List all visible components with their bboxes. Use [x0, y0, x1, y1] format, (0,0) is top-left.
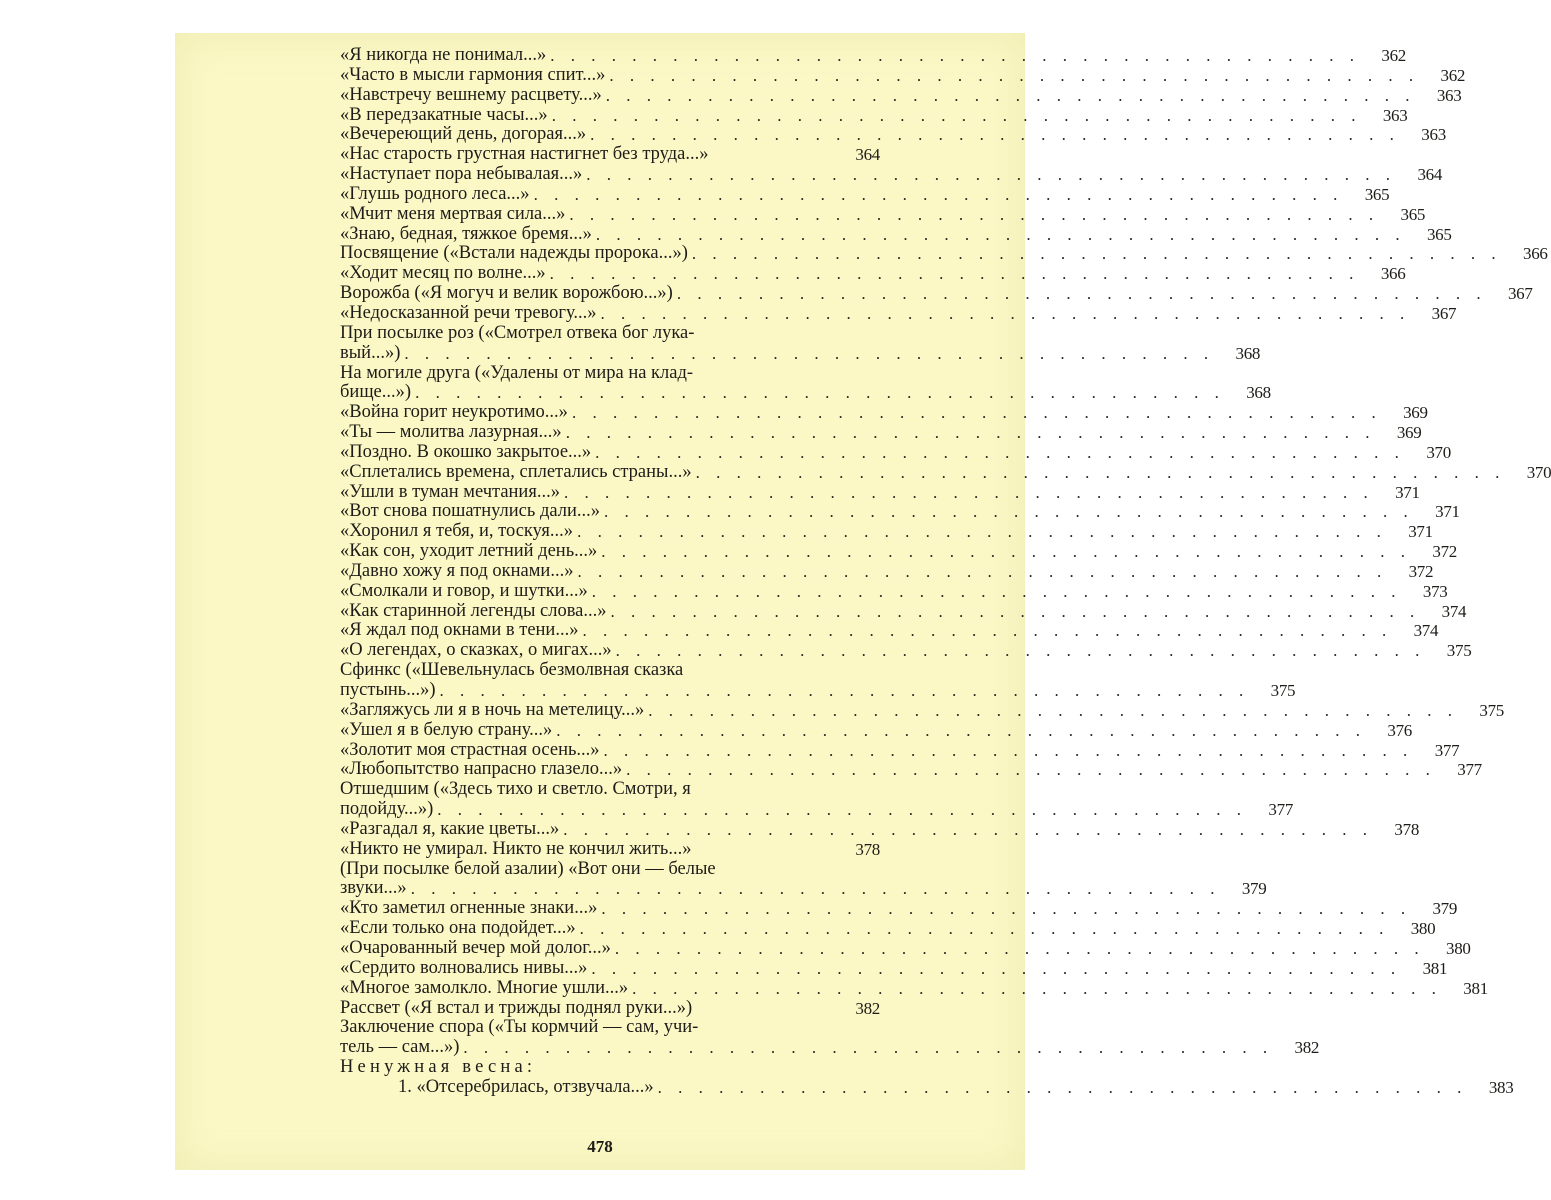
toc-entry	[340, 661, 880, 681]
toc-entry	[340, 620, 1439, 641]
toc-entry-page: 365	[1400, 204, 1426, 224]
leader-dots: . . . . . . . . . . . . . . . . . . . . . . . . . . . . . . . . . . . . . . . .	[691, 244, 1502, 264]
toc-entry	[340, 580, 1448, 602]
toc-entry	[340, 878, 1267, 899]
toc-entry-title: (При посылке белой азалии) «Вот они — белые	[340, 858, 716, 879]
leader-dots: . . . . . . . . . . . . . . . . . . . . . . . . . . . . . . . . . . . . . . . .	[648, 700, 1458, 720]
toc-entry-title: «Сердито волновались нивы...»	[340, 957, 588, 978]
leader-dots: . . . . . . . . . . . . . . . . . . . . . . . . . . . . . . . . . . . . . . . .	[556, 720, 1366, 740]
leader-dots: . . . . . . . . . . . . . . . . . . . . . . . . . . . . . . . . . . . . . . . .	[565, 423, 1376, 443]
toc-entry-page: 378	[1394, 819, 1420, 839]
toc-entry	[340, 302, 1457, 324]
toc-entry-page: 371	[1408, 522, 1433, 542]
leader-dots: . . . . . . . . . . . . . . . . . . . . . . . . . . . . . . . . . . . . . . . .	[415, 383, 1225, 403]
toc-entry-title: «Глушь родного леса...»	[340, 183, 530, 204]
toc-entry-title: «Любопытство напрасно глазело...»	[340, 759, 623, 780]
toc-entry-title: «Война горит неукротимо...»	[340, 402, 568, 423]
toc-entry	[340, 1037, 1320, 1058]
leader-dots: . . . . . . . . . . . . . . . . . . . . . . . . . . . . . . . . . . . . . . . .	[591, 581, 1402, 601]
leader-dots: . . . . . . . . . . . . . . . . . . . . . . . . . . . . . . . . . . . . . . . .	[601, 899, 1412, 919]
toc-entry-title: «Загляжусь ли я в ночь на метелицу...»	[340, 699, 645, 720]
toc-entry-title: Сфинкс («Шевельнулась безмолвная сказка	[340, 660, 684, 681]
toc-entry-page: 374	[1413, 621, 1439, 641]
toc-entry	[340, 541, 1458, 562]
toc-entry-page: 364	[855, 145, 880, 165]
leader-dots: . . . . . . . . . . . . . . . . . . . . . . . . . . . . . . . . . . . . . . . .	[439, 681, 1250, 700]
toc-entry	[340, 780, 880, 800]
page-number: 478	[587, 1137, 613, 1156]
toc-entry	[340, 461, 1551, 483]
leader-dots: . . . . . . . . . . . . . . . . . . . . . . . . . . . . . . . . . . . . . . . .	[603, 740, 1414, 760]
toc-entry-page: 381	[1422, 958, 1448, 978]
toc-entry-title: «Я никогда не понимал...»	[340, 45, 547, 65]
toc-entry-page: 363	[1421, 125, 1446, 145]
toc-entry	[340, 104, 1408, 126]
toc-entry-title: «Давно хожу я под окнами...»	[340, 560, 574, 581]
toc-entry-title: «Ушел я в белую страну...»	[340, 719, 553, 740]
toc-entry	[340, 183, 1390, 205]
toc-entry-title: «Нас старость грустная настигнет без труда...»	[340, 144, 709, 165]
toc-entry-page: 377	[1268, 800, 1294, 820]
leader-dots: . . . . . . . . . . . . . . . . . . . . . . . . . . . . . . . . . . . . . . . .	[563, 819, 1374, 839]
toc-entry-page: 373	[1422, 581, 1448, 601]
toc-entry-title: пустынь...»)	[340, 680, 436, 700]
toc-entry-page: 367	[1431, 303, 1457, 323]
toc-entry-title: «Ушли в туман мечтания...»	[340, 481, 560, 502]
toc-entry-page: 371	[1395, 482, 1420, 502]
toc-entry-page: 364	[1417, 165, 1443, 185]
toc-entry-title: «Сплетались времена, сплетались страны...»	[340, 461, 692, 482]
toc-entry-page: 368	[1246, 383, 1271, 403]
leader-dots: . . . . . . . . . . . . . . . . . . . . . . . . . . . . . . . . . . . . . . . .	[595, 442, 1405, 462]
leader-dots: . . . . . . . . . . . . . . . . . . . . . . . . . . . . . . . . . . . . . . . .	[410, 879, 1221, 899]
toc-entry	[340, 818, 1420, 840]
toc-entry	[340, 957, 1448, 979]
leader-dots: . . . . . . . . . . . . . . . . . . . . . . . . . . . . . . . . . . . . . . . .	[549, 264, 1360, 284]
toc-entry	[340, 1076, 1514, 1098]
toc-entry-title: звуки...»	[340, 878, 407, 899]
table-of-contents	[340, 45, 1551, 1098]
toc-entry	[340, 898, 1458, 919]
toc-entry-page: 365	[1364, 184, 1390, 204]
toc-entry	[340, 918, 1436, 939]
leader-dots: . . . . . . . . . . . . . . . . . . . . . . . . . . . . . . . . . . . . . . . .	[626, 760, 1436, 780]
leader-dots: . . . . . . . . . . . . . . . . . . . . . . . . . . . . . . . . . . . . . . . .	[610, 601, 1421, 621]
toc-entry-title: подойду...»)	[340, 799, 434, 820]
toc-entry	[340, 243, 1548, 264]
leader-dots: . . . . . . . . . . . . . . . . . . . . . . . . . . . . . . . . . . . . . . . .	[632, 978, 1442, 998]
toc-entry	[340, 402, 1428, 423]
toc-entry	[340, 719, 1412, 741]
toc-entry-title: Ненужная весна:	[340, 1057, 537, 1078]
toc-entry-title: Заключение спора («Ты кормчий — сам, учи-	[340, 1017, 699, 1038]
toc-entry-page: 363	[1436, 85, 1462, 105]
leader-dots: . . . . . . . . . . . . . . . . . . . . . . . . . . . . . . . . . . . . . . . .	[577, 522, 1387, 542]
toc-entry	[340, 203, 1426, 225]
toc-entry-title: Отшедшим («Здесь тихо и светло. Смотри, я	[340, 779, 691, 800]
toc-entry-title: «Разгадал я, какие цветы...»	[340, 818, 560, 839]
toc-entry-title: Рассвет («Я встал и трижды поднял руки...»)	[340, 997, 693, 1018]
toc-entry-page: 370	[1526, 462, 1551, 482]
toc-entry-page: 376	[1387, 720, 1412, 740]
toc-entry-title: «О легендах, о сказках, о мигах...»	[340, 640, 612, 661]
leader-dots: . . . . . . . . . . . . . . . . . . . . . . . . . . . . . . . . . . . . . . . .	[695, 462, 1506, 482]
toc-entry-title: «В передзакатные часы...»	[340, 104, 548, 125]
toc-entry-title: «Как сон, уходит летний день...»	[340, 541, 598, 562]
toc-entry-title: бище...»)	[340, 382, 412, 403]
toc-entry-title: Посвящение («Встали надежды пророка...»)	[340, 243, 688, 264]
leader-dots: . . . . . . . . . . . . . . . . . . . . . . . . . . . . . . . . . . . . . . . .	[676, 284, 1487, 304]
toc-entry-page: 375	[1446, 641, 1472, 661]
toc-entry-title: На могиле друга («Удалены от мира на клад-	[340, 362, 694, 383]
leader-dots: . . . . . . . . . . . . . . . . . . . . . . . . . . . . . . . . . . . . . . . .	[437, 800, 1248, 820]
toc-entry-title: «Наступает пора небывалая...»	[340, 164, 583, 185]
leader-dots: . . . . . . . . . . . . . . . . . . . . . . . . . . . . . . . . . . . . . . . .	[571, 403, 1382, 423]
toc-entry	[340, 977, 1488, 999]
toc-entry-title: 1. «Отсеребрилась, отзвучала...»	[398, 1076, 654, 1097]
toc-entry	[340, 124, 1446, 145]
leader-dots: . . . . . . . . . . . . . . . . . . . . . . . . . . . . . . . . . . . . . . . .	[614, 938, 1425, 958]
toc-entry	[340, 441, 1451, 463]
toc-entry	[340, 342, 1261, 364]
toc-entry-page: 383	[1488, 1077, 1514, 1097]
toc-entry	[340, 860, 880, 880]
toc-entry-title: «Я ждал под окнами в тени...»	[340, 620, 579, 641]
toc-entry-page: 382	[1294, 1038, 1320, 1058]
toc-entry-page: 370	[1426, 442, 1451, 462]
toc-entry	[340, 164, 1443, 185]
toc-entry-page: 379	[1432, 899, 1458, 919]
toc-entry	[340, 640, 1472, 661]
toc-entry	[340, 560, 1434, 582]
toc-entry-page: 380	[1410, 919, 1436, 939]
toc-entry-page: 371	[1435, 502, 1460, 522]
leader-dots: . . . . . . . . . . . . . . . . . . . . . . . . . . . . . . . . . . . . . . . .	[582, 621, 1393, 641]
toc-entry	[340, 600, 1467, 622]
toc-entry	[340, 283, 1533, 304]
toc-entry	[340, 324, 880, 344]
toc-entry-page: 369	[1396, 423, 1422, 443]
toc-entry-title: «Золотит моя страстная осень...»	[340, 739, 600, 760]
toc-entry-title: Ворожба («Я могуч и велик ворожбою...»)	[340, 283, 673, 304]
toc-entry-page: 365	[1426, 224, 1452, 244]
toc-entry	[340, 64, 1466, 86]
toc-entry	[340, 84, 1462, 106]
leader-dots: . . . . . . . . . . . . . . . . . . . . . . . . . . . . . . . . . . . . . . . .	[657, 1077, 1468, 1097]
toc-entry-title: тель — сам...»)	[340, 1037, 460, 1058]
toc-entry	[340, 501, 1460, 522]
toc-entry	[340, 799, 1294, 820]
toc-entry	[340, 382, 1271, 403]
toc-entry-title: «Знаю, бедная, тяжкое бремя...»	[340, 223, 592, 244]
toc-entry-page: 369	[1403, 403, 1428, 423]
toc-entry-page: 367	[1507, 284, 1533, 304]
toc-entry-page: 375	[1270, 681, 1296, 700]
leader-dots: . . . . . . . . . . . . . . . . . . . . . . . . . . . . . . . . . . . . . . . .	[590, 125, 1400, 145]
toc-entry	[340, 680, 1296, 701]
leader-dots: . . . . . . . . . . . . . . . . . . . . . . . . . . . . . . . . . . . . . . . .	[605, 85, 1416, 105]
toc-entry-title: «Хоронил я тебя, и, тоскуя...»	[340, 521, 574, 542]
toc-entry-page: 380	[1446, 938, 1471, 958]
toc-entry-page: 381	[1463, 978, 1488, 998]
toc-entry-title: При посылке роз («Смотрел отвека бог лука-	[340, 322, 695, 343]
toc-entry	[340, 840, 880, 860]
toc-entry	[340, 521, 1433, 542]
toc-entry	[340, 223, 1452, 245]
toc-entry-page: 368	[1235, 343, 1261, 363]
toc-entry-page: 366	[1523, 244, 1548, 264]
toc-entry	[340, 759, 1482, 780]
leader-dots: . . . . . . . . . . . . . . . . . . . . . . . . . . . . . . . . . . . . . . . .	[579, 919, 1390, 939]
toc-entry	[340, 145, 880, 165]
leader-dots: . . . . . . . . . . . . . . . . . . . . . . . . . . . . . . . . . . . . . . . .	[604, 502, 1414, 522]
leader-dots: . . . . . . . . . . . . . . . . . . . . . . . . . . . . . . . . . . . . . . . .	[595, 224, 1406, 244]
leader-dots: . . . . . . . . . . . . . . . . . . . . . . . . . . . . . . . . . . . . . . . .	[404, 343, 1215, 363]
toc-entry-title: «Многое замолкло. Многие ушли...»	[340, 977, 629, 998]
toc-entry	[340, 1018, 880, 1038]
toc-entry-page: 378	[855, 839, 880, 859]
toc-entry-title: «Если только она подойдет...»	[340, 918, 576, 939]
toc-entry	[340, 263, 1406, 284]
toc-entry-title: «Вот снова пошатнулись дали...»	[340, 501, 600, 522]
book-page	[175, 33, 1551, 1170]
toc-entry-page: 362	[1381, 46, 1406, 65]
toc-entry-page: 372	[1408, 561, 1434, 581]
leader-dots: . . . . . . . . . . . . . . . . . . . . . . . . . . . . . . . . . . . . . . . .	[615, 641, 1426, 661]
toc-entry-title: «Смолкали и говор, и шутки...»	[340, 580, 588, 601]
toc-entry	[340, 699, 1504, 721]
toc-entry-title: «Ходит месяц по волне...»	[340, 263, 546, 284]
toc-entry-page: 366	[1380, 264, 1406, 284]
toc-entry-title: «Никто не умирал. Никто не кончил жить...»	[340, 838, 692, 859]
toc-entry-title: вый...»)	[340, 342, 401, 363]
toc-entry-title: «Как старинной легенды слова...»	[340, 600, 607, 621]
toc-entry-title: «Ты — молитва лазурная...»	[340, 422, 562, 443]
toc-entry-title: «Кто заметил огненные знаки...»	[340, 898, 598, 919]
leader-dots: . . . . . . . . . . . . . . . . . . . . . . . . . . . . . . . . . . . . . . . .	[601, 542, 1412, 562]
toc-entry-page: 375	[1479, 700, 1504, 720]
leader-dots: . . . . . . . . . . . . . . . . . . . . . . . . . . . . . . . . . . . . . . . .	[591, 958, 1402, 978]
toc-entry-page: 377	[1434, 740, 1460, 760]
toc-entry-page: 379	[1241, 879, 1267, 899]
toc-entry	[340, 1058, 880, 1078]
leader-dots: . . . . . . . . . . . . . . . . . . . . . . . . . . . . . . . . . . . . . . . .	[609, 65, 1420, 85]
leader-dots: . . . . . . . . . . . . . . . . . . . . . . . . . . . . . . . . . . . . . . . .	[577, 561, 1388, 581]
leader-dots: . . . . . . . . . . . . . . . . . . . . . . . . . . . . . . . . . . . . . . . .	[586, 165, 1397, 185]
leader-dots: . . . . . . . . . . . . . . . . . . . . . . . . . . . . . . . . . . . . . . . .	[600, 303, 1411, 323]
leader-dots: . . . . . . . . . . . . . . . . . . . . . . . . . . . . . . . . . . . . . . . .	[533, 184, 1344, 204]
toc-entry-title: «Недосказанной речи тревогу...»	[340, 302, 597, 323]
toc-entry-title: «Навстречу вешнему расцвету...»	[340, 84, 602, 105]
toc-entry-page: 382	[855, 998, 880, 1018]
toc-entry	[340, 364, 880, 384]
toc-entry	[340, 481, 1420, 503]
toc-entry	[340, 422, 1422, 443]
leader-dots: . . . . . . . . . . . . . . . . . . . . . . . . . . . . . . . . . . . . . . . .	[463, 1038, 1274, 1058]
toc-entry-title: «Мчит меня мертвая сила...»	[340, 203, 566, 224]
toc-entry	[340, 739, 1460, 761]
toc-entry	[340, 937, 1471, 959]
toc-entry-page: 374	[1441, 601, 1467, 621]
toc-entry-page: 377	[1457, 760, 1482, 780]
leader-dots: . . . . . . . . . . . . . . . . . . . . . . . . . . . . . . . . . . . . . . . .	[551, 105, 1362, 125]
toc-entry-title: «Поздно. В окошко закрытое...»	[340, 441, 592, 462]
toc-entry-title: «Очарованный вечер мой долог...»	[340, 937, 611, 958]
leader-dots: . . . . . . . . . . . . . . . . . . . . . . . . . . . . . . . . . . . . . . . .	[569, 204, 1380, 224]
leader-dots: . . . . . . . . . . . . . . . . . . . . . . . . . . . . . . . . . . . . . . . .	[550, 46, 1360, 65]
toc-entry-title: «Часто в мысли гармония спит...»	[340, 64, 606, 85]
toc-entry-page: 362	[1440, 65, 1466, 85]
toc-entry-page: 372	[1432, 542, 1458, 562]
toc-entry-title: «Вечереющий день, догорая...»	[340, 124, 587, 145]
leader-dots: . . . . . . . . . . . . . . . . . . . . . . . . . . . . . . . . . . . . . . . .	[563, 482, 1374, 502]
toc-entry-page: 363	[1382, 105, 1408, 125]
toc-entry	[340, 999, 880, 1019]
toc-entry	[340, 45, 1406, 66]
